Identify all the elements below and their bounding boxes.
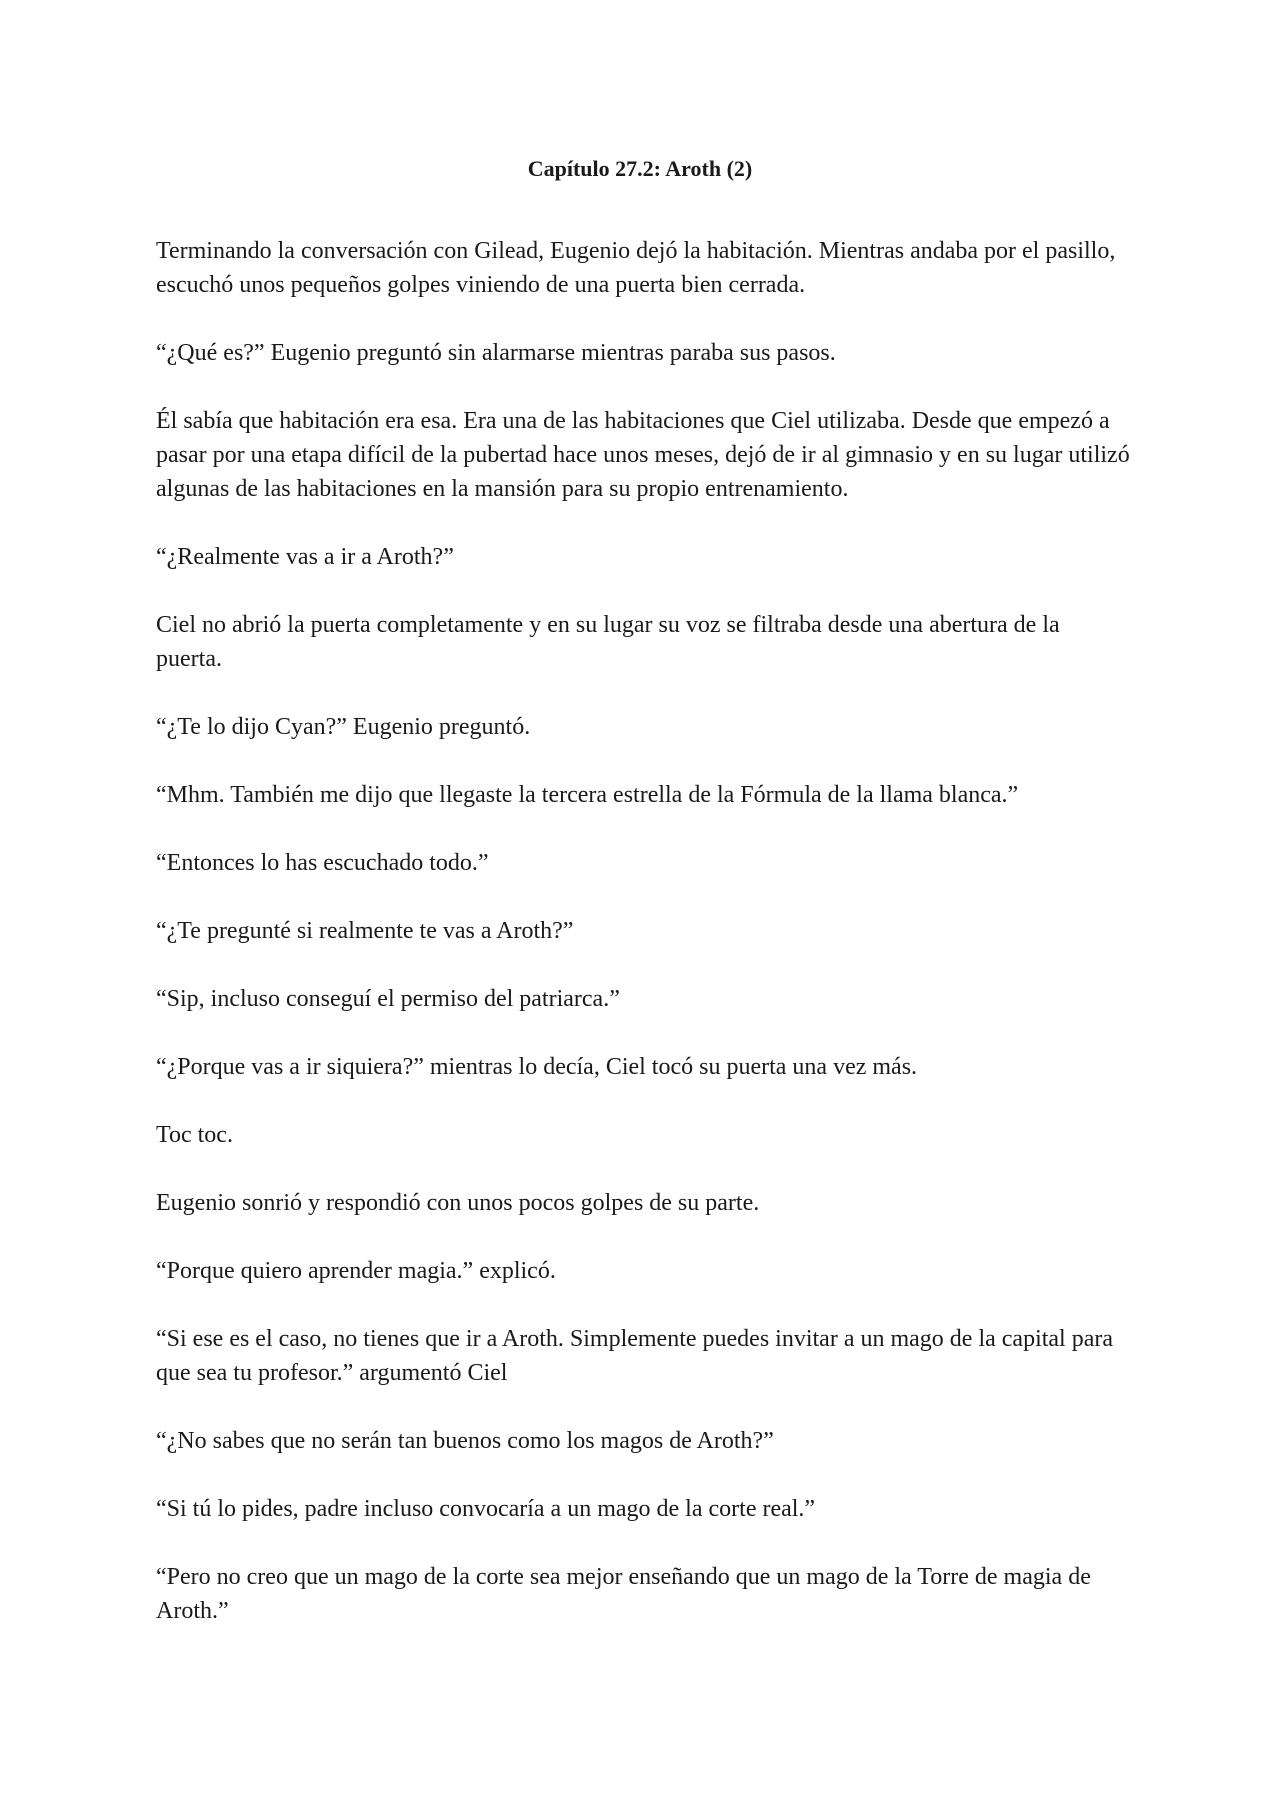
paragraph: “¿No sabes que no serán tan buenos como los magos de Aroth?” bbox=[156, 1428, 774, 1454]
paragraph: “¿Qué es?” Eugenio preguntó sin alarmarse mientras paraba sus pasos. bbox=[156, 340, 836, 366]
paragraph: “Si tú lo pides, padre incluso convocaría a un mago de la corte real.” bbox=[156, 1496, 816, 1522]
paragraph: “Pero no creo que un mago de la corte sea mejor enseñando que un mago de la Torre de magia de Aroth.” bbox=[156, 1564, 1091, 1624]
paragraph: “¿Realmente vas a ir a Aroth?” bbox=[156, 544, 454, 570]
paragraph: Terminando la conversación con Gilead, Eugenio dejó la habitación. Mientras andaba por el pasillo, escuchó unos pequeños golpes viniendo de una puerta bien cerrada. bbox=[156, 238, 1116, 298]
paragraph: Eugenio sonrió y respondió con unos pocos golpes de su parte. bbox=[156, 1190, 760, 1216]
paragraph: “Sip, incluso conseguí el permiso del patriarca.” bbox=[156, 986, 620, 1012]
paragraph: “¿Porque vas a ir siquiera?” mientras lo decía, Ciel tocó su puerta una vez más. bbox=[156, 1054, 918, 1080]
paragraph: “¿Te pregunté si realmente te vas a Aroth?” bbox=[156, 918, 574, 944]
paragraph: Toc toc. bbox=[156, 1122, 233, 1148]
paragraph: “Si ese es el caso, no tienes que ir a Aroth. Simplemente puedes invitar a un mago de la capital para que sea tu profesor.” argumentó Ciel bbox=[156, 1326, 1114, 1386]
paragraph: Ciel no abrió la puerta completamente y en su lugar su voz se filtraba desde una abertura de la puerta. bbox=[156, 612, 1060, 672]
paragraph: “Entonces lo has escuchado todo.” bbox=[156, 850, 489, 876]
paragraph: “Mhm. También me dijo que llegaste la tercera estrella de la Fórmula de la llama blanca.” bbox=[156, 782, 1019, 808]
paragraph: “¿Te lo dijo Cyan?” Eugenio preguntó. bbox=[156, 714, 531, 740]
chapter-title: Capítulo 27.2: Aroth (2) bbox=[527, 156, 753, 181]
document-body bbox=[156, 234, 1131, 1662]
paragraph: Él sabía que habitación era esa. Era una de las habitaciones que Ciel utilizaba. Desde que empezó a pasar por una etapa difícil de la pubertad hace unos meses, dejó de ir al gimnasio y en su lugar utilizó algunas de las habitaciones en la mansión para su propio entrenamiento. bbox=[156, 408, 1130, 502]
paragraph: “Porque quiero aprender magia.” explicó. bbox=[156, 1258, 556, 1284]
